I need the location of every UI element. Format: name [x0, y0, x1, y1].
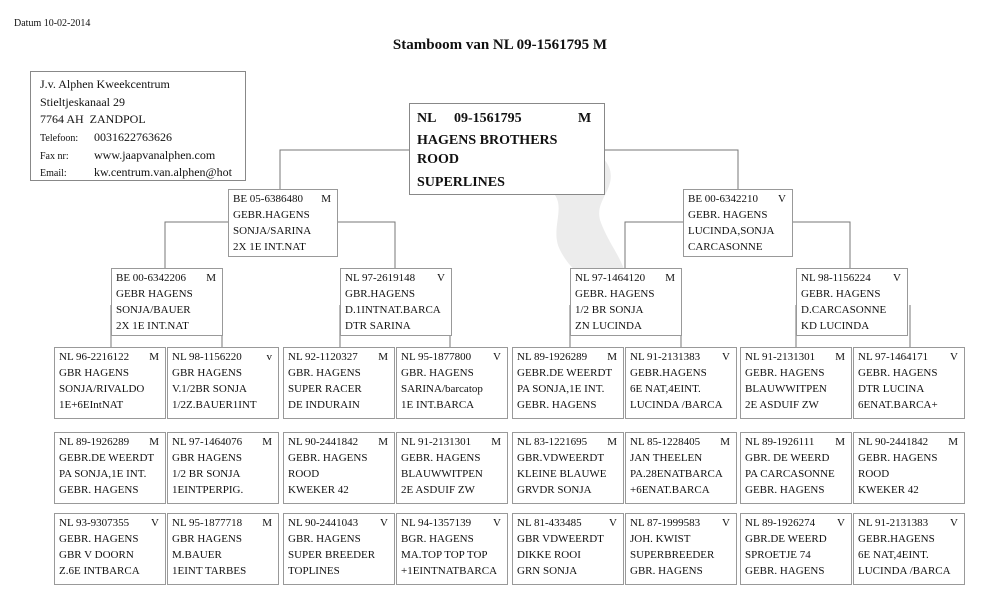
breeder-fax-row: [40, 148, 245, 163]
ancestor-info-line: KWEKER 42: [858, 484, 919, 496]
ancestor-info-line: GEBR.HAGENS: [858, 533, 935, 545]
ancestor-sex: M: [491, 436, 501, 448]
ancestor-sex: V: [722, 517, 730, 529]
ancestor-ring: BE 00-6342206: [116, 272, 186, 284]
ancestor-info-line: GRN SONJA: [517, 565, 578, 577]
ancestor-sex: M: [149, 351, 159, 363]
ancestor-ring: BE 05-6386480: [233, 193, 303, 205]
main-pigeon-color: ROOD: [417, 152, 459, 167]
ancestor-box-gen3-4: [396, 347, 508, 419]
ancestor-info-line: SONJA/SARINA: [233, 225, 312, 237]
ancestor-info-line: GEBR. HAGENS: [858, 367, 938, 379]
ancestor-info-line: PA.28ENATBARCA: [630, 468, 723, 480]
ancestor-box-gen5-6: [625, 513, 737, 585]
ancestor-sex: M: [835, 351, 845, 363]
ancestor-sex: V: [950, 351, 958, 363]
breeder-address: Stieltjeskanaal 29: [40, 95, 125, 109]
ancestor-box-gen4-3: [283, 432, 395, 504]
ancestor-box-gen3-8: [853, 347, 965, 419]
email-label: Email:: [40, 168, 67, 179]
ancestor-sex: M: [835, 436, 845, 448]
ancestor-box-gen1-2: [683, 189, 793, 257]
ancestor-info-line: 1/2 BR SONJA: [575, 304, 644, 316]
ancestor-box-gen1-1: [228, 189, 338, 257]
ancestor-ring: NL 97-1464120: [575, 272, 646, 284]
ancestor-sex: M: [665, 272, 675, 284]
ancestor-sex: V: [837, 517, 845, 529]
ancestor-info-line: JAN THEELEN: [630, 452, 703, 464]
ancestor-info-line: GEBR. HAGENS: [745, 484, 825, 496]
breeder-city: ZANDPOL: [89, 112, 146, 126]
ancestor-sex: M: [378, 351, 388, 363]
ancestor-info-line: M.BAUER: [172, 549, 222, 561]
ancestor-info-line: GBR.HAGENS: [345, 288, 415, 300]
ancestor-sex: V: [151, 517, 159, 529]
breeder-info-box: [30, 71, 246, 181]
ancestor-box-gen4-1: [54, 432, 166, 504]
ancestor-ring: NL 97-2619148: [345, 272, 416, 284]
ancestor-info-line: LUCINDA /BARCA: [858, 565, 951, 577]
ancestor-info-line: CARCASONNE: [688, 241, 763, 253]
ancestor-info-line: GBR. DE WEERD: [745, 452, 830, 464]
ancestor-ring: BE 00-6342210: [688, 193, 758, 205]
ancestor-info-line: DTR LUCINA: [858, 383, 925, 395]
ancestor-info-line: 6E NAT,4EINT.: [858, 549, 929, 561]
ancestor-box-gen4-7: [740, 432, 852, 504]
ancestor-info-line: DE INDURAIN: [288, 399, 360, 411]
ancestor-box-gen2-3: [570, 268, 682, 336]
ancestor-ring: NL 91-2131383: [630, 351, 701, 363]
ancestor-info-line: MA.TOP TOP TOP: [401, 549, 488, 561]
ancestor-box-gen4-6: [625, 432, 737, 504]
ancestor-info-line: 1EINT TARBES: [172, 565, 247, 577]
ancestor-sex: V: [493, 517, 501, 529]
ancestor-sex: M: [262, 517, 272, 529]
ancestor-ring: NL 90-2441043: [288, 517, 359, 529]
ancestor-box-gen2-4: [796, 268, 908, 336]
breeder-fax: www.jaapvanalphen.com: [94, 148, 216, 162]
ancestor-info-line: GEBR. HAGENS: [517, 399, 597, 411]
ancestor-sex: V: [380, 517, 388, 529]
ancestor-info-line: V.1/2BR SONJA: [172, 383, 247, 395]
breeder-phone-row: [40, 130, 245, 145]
ancestor-info-line: 2X 1E INT.NAT: [233, 241, 306, 253]
ancestor-info-line: JOH. KWIST: [630, 533, 691, 545]
ancestor-sex: M: [321, 193, 331, 205]
ancestor-ring: NL 98-1156224: [801, 272, 871, 284]
ancestor-box-gen3-7: [740, 347, 852, 419]
ancestor-ring: NL 94-1357139: [401, 517, 472, 529]
ancestor-info-line: +1EINTNATBARCA: [401, 565, 498, 577]
ancestor-ring: NL 91-2131383: [858, 517, 929, 529]
ancestor-info-line: GEBR. HAGENS: [745, 565, 825, 577]
ancestor-info-line: GBR.DE WEERD: [745, 533, 827, 545]
ancestor-info-line: 1E+6EIntNAT: [59, 399, 124, 411]
ancestor-info-line: SONJA/RIVALDO: [59, 383, 145, 395]
ancestor-info-line: ROOD: [858, 468, 890, 480]
ancestor-ring: NL 91-2131301: [745, 351, 816, 363]
ancestor-info-line: 1E INT.BARCA: [401, 399, 475, 411]
ancestor-info-line: GBR HAGENS: [172, 367, 242, 379]
ancestor-box-gen4-2: [167, 432, 279, 504]
ancestor-info-line: KWEKER 42: [288, 484, 349, 496]
ancestor-box-gen2-1: [111, 268, 223, 336]
ancestor-info-line: GBR. HAGENS: [288, 533, 361, 545]
ancestor-info-line: GBR V DOORN: [59, 549, 134, 561]
ancestor-info-line: SUPER RACER: [288, 383, 362, 395]
ancestor-box-gen5-2: [167, 513, 279, 585]
ancestor-ring: NL 89-1926289: [517, 351, 588, 363]
ancestor-sex: V: [493, 351, 501, 363]
ancestor-info-line: BLAUWWITPEN: [401, 468, 483, 480]
ancestor-info-line: 1EINTPERPIG.: [172, 484, 244, 496]
ancestor-box-gen5-5: [512, 513, 624, 585]
ancestor-info-line: BLAUWWITPEN: [745, 383, 827, 395]
ancestor-sex: M: [206, 272, 216, 284]
ancestor-sex: M: [262, 436, 272, 448]
ancestor-info-line: 6E NAT,4EINT.: [630, 383, 701, 395]
ancestor-ring: NL 98-1156220: [172, 351, 242, 363]
ancestor-sex: M: [948, 436, 958, 448]
ancestor-box-gen3-5: [512, 347, 624, 419]
page-title: Stamboom van NL 09-1561795 M: [392, 37, 608, 53]
ancestor-sex: V: [609, 517, 617, 529]
ancestor-box-gen3-1: [54, 347, 166, 419]
main-pigeon-breeder: HAGENS BROTHERS: [417, 133, 558, 148]
print-date: Datum 10-02-2014: [14, 18, 91, 29]
ancestor-info-line: GEBR. HAGENS: [801, 288, 881, 300]
ancestor-info-line: GBR HAGENS: [172, 533, 242, 545]
ancestor-ring: NL 95-1877718: [172, 517, 243, 529]
ancestor-info-line: GEBR.DE WEERDT: [517, 367, 613, 379]
ancestor-ring: NL 97-1464171: [858, 351, 929, 363]
ancestor-info-line: DIKKE ROOI: [517, 549, 581, 561]
ancestor-info-line: GBR. HAGENS: [401, 367, 474, 379]
ancestor-info-line: LUCINDA,SONJA: [688, 225, 775, 237]
ancestor-info-line: LUCINDA /BARCA: [630, 399, 723, 411]
ancestor-sex: V: [722, 351, 730, 363]
ancestor-info-line: GRVDR SONJA: [517, 484, 592, 496]
ancestor-ring: NL 89-1926274: [745, 517, 816, 529]
ancestor-info-line: GEBR. HAGENS: [59, 533, 139, 545]
ancestor-info-line: PA SONJA,1E INT.: [59, 468, 147, 480]
ancestor-info-line: 2X 1E INT.NAT: [116, 320, 189, 332]
ancestor-info-line: 6ENAT.BARCA+: [858, 399, 938, 411]
ancestor-info-line: SPROETJE 74: [745, 549, 811, 561]
ancestor-ring: NL 81-433485: [517, 517, 582, 529]
ancestor-info-line: DTR SARINA: [345, 320, 411, 332]
ancestor-info-line: GEBR. HAGENS: [59, 484, 139, 496]
ancestor-info-line: GEBR.HAGENS: [630, 367, 707, 379]
ancestor-info-line: GBR. HAGENS: [630, 565, 703, 577]
ancestor-info-line: GBR.VDWEERDT: [517, 452, 605, 464]
ancestor-sex: V: [893, 272, 901, 284]
ancestor-box-gen5-4: [396, 513, 508, 585]
ancestor-info-line: GEBR. HAGENS: [858, 452, 938, 464]
ancestor-box-gen4-8: [853, 432, 965, 504]
ancestor-info-line: GBR. HAGENS: [288, 367, 361, 379]
ancestor-info-line: PA CARCASONNE: [745, 468, 835, 480]
main-pigeon-sex: M: [578, 111, 592, 126]
ancestor-box-gen5-7: [740, 513, 852, 585]
ancestor-ring: NL 85-1228405: [630, 436, 701, 448]
ancestor-info-line: BGR. HAGENS: [401, 533, 474, 545]
phone-label: Telefoon:: [40, 133, 79, 144]
ancestor-info-line: ROOD: [288, 468, 320, 480]
ancestor-info-line: GEBR. HAGENS: [745, 367, 825, 379]
ancestor-box-gen3-6: [625, 347, 737, 419]
ancestor-ring: NL 93-9307355: [59, 517, 130, 529]
ancestor-info-line: KD LUCINDA: [801, 320, 870, 332]
breeder-city-line: [40, 112, 146, 127]
ancestor-sex: V: [950, 517, 958, 529]
ancestor-info-line: GEBR. HAGENS: [401, 452, 481, 464]
ancestor-info-line: ZN LUCINDA: [575, 320, 642, 332]
ancestor-sex: V: [437, 272, 445, 284]
ancestor-sex: M: [149, 436, 159, 448]
ancestor-info-line: 1/2Z.BAUER1INT: [172, 399, 257, 411]
main-pigeon-name: SUPERLINES: [417, 175, 505, 190]
ancestor-info-line: GEBR HAGENS: [116, 288, 193, 300]
main-pigeon-box: [409, 103, 605, 195]
ancestor-ring: NL 91-2131301: [401, 436, 472, 448]
ancestor-sex: M: [607, 436, 617, 448]
ancestor-info-line: SUPER BREEDER: [288, 549, 376, 561]
ancestor-ring: NL 90-2441842: [858, 436, 929, 448]
ancestor-info-line: Z.6E INTBARCA: [59, 565, 140, 577]
ancestor-info-line: GEBR. HAGENS: [288, 452, 368, 464]
ancestor-info-line: D.1INTNAT.BARCA: [345, 304, 441, 316]
ancestor-sex: M: [607, 351, 617, 363]
ancestor-ring: NL 97-1464076: [172, 436, 243, 448]
main-pigeon-country: NL: [417, 111, 437, 126]
ancestor-box-gen2-2: [340, 268, 452, 336]
breeder-postcode: 7764 AH: [40, 112, 84, 126]
ancestor-ring: NL 90-2441842: [288, 436, 359, 448]
ancestor-info-line: SUPERBREEDER: [630, 549, 715, 561]
ancestor-info-line: GEBR. HAGENS: [575, 288, 655, 300]
breeder-name: J.v. Alphen Kweekcentrum: [40, 77, 170, 91]
ancestor-box-gen3-3: [283, 347, 395, 419]
ancestor-info-line: 2E ASDUIF ZW: [401, 484, 475, 496]
ancestor-sex: M: [378, 436, 388, 448]
ancestor-ring: NL 92-1120327: [288, 351, 358, 363]
ancestor-ring: NL 95-1877800: [401, 351, 472, 363]
ancestor-ring: NL 87-1999583: [630, 517, 701, 529]
ancestor-ring: NL 89-1926111: [745, 436, 815, 448]
ancestor-ring: NL 96-2216122: [59, 351, 130, 363]
breeder-phone: 0031622763626: [94, 130, 172, 144]
ancestor-box-gen4-5: [512, 432, 624, 504]
ancestor-info-line: KLEINE BLAUWE: [517, 468, 607, 480]
ancestor-info-line: GBR HAGENS: [172, 452, 242, 464]
ancestor-box-gen3-2: [167, 347, 279, 419]
ancestor-ring: NL 89-1926289: [59, 436, 130, 448]
ancestor-info-line: GEBR.DE WEERDT: [59, 452, 155, 464]
ancestor-box-gen5-8: [853, 513, 965, 585]
ancestor-ring: NL 83-1221695: [517, 436, 588, 448]
breeder-email: kw.centrum.van.alphen@hot: [94, 165, 232, 179]
ancestor-info-line: 1/2 BR SONJA: [172, 468, 241, 480]
breeder-email-row: [40, 165, 245, 180]
ancestor-info-line: 2E ASDUIF ZW: [745, 399, 819, 411]
ancestor-info-line: GBR VDWEERDT: [517, 533, 604, 545]
ancestor-info-line: +6ENAT.BARCA: [630, 484, 710, 496]
ancestor-info-line: D.CARCASONNE: [801, 304, 887, 316]
ancestor-box-gen4-4: [396, 432, 508, 504]
fax-label: Fax nr:: [40, 151, 69, 162]
main-pigeon-ring: 09-1561795: [454, 111, 522, 126]
ancestor-info-line: PA SONJA,1E INT.: [517, 383, 605, 395]
ancestor-info-line: SARINA/barcatop: [401, 383, 483, 395]
ancestor-box-gen5-1: [54, 513, 166, 585]
ancestor-sex: M: [720, 436, 730, 448]
ancestor-info-line: GEBR. HAGENS: [688, 209, 768, 221]
ancestor-info-line: GBR HAGENS: [59, 367, 129, 379]
ancestor-info-line: SONJA/BAUER: [116, 304, 191, 316]
ancestor-info-line: TOPLINES: [288, 565, 340, 577]
ancestor-box-gen5-3: [283, 513, 395, 585]
ancestor-sex: V: [778, 193, 786, 205]
ancestor-sex: v: [266, 351, 272, 363]
ancestor-info-line: GEBR.HAGENS: [233, 209, 310, 221]
